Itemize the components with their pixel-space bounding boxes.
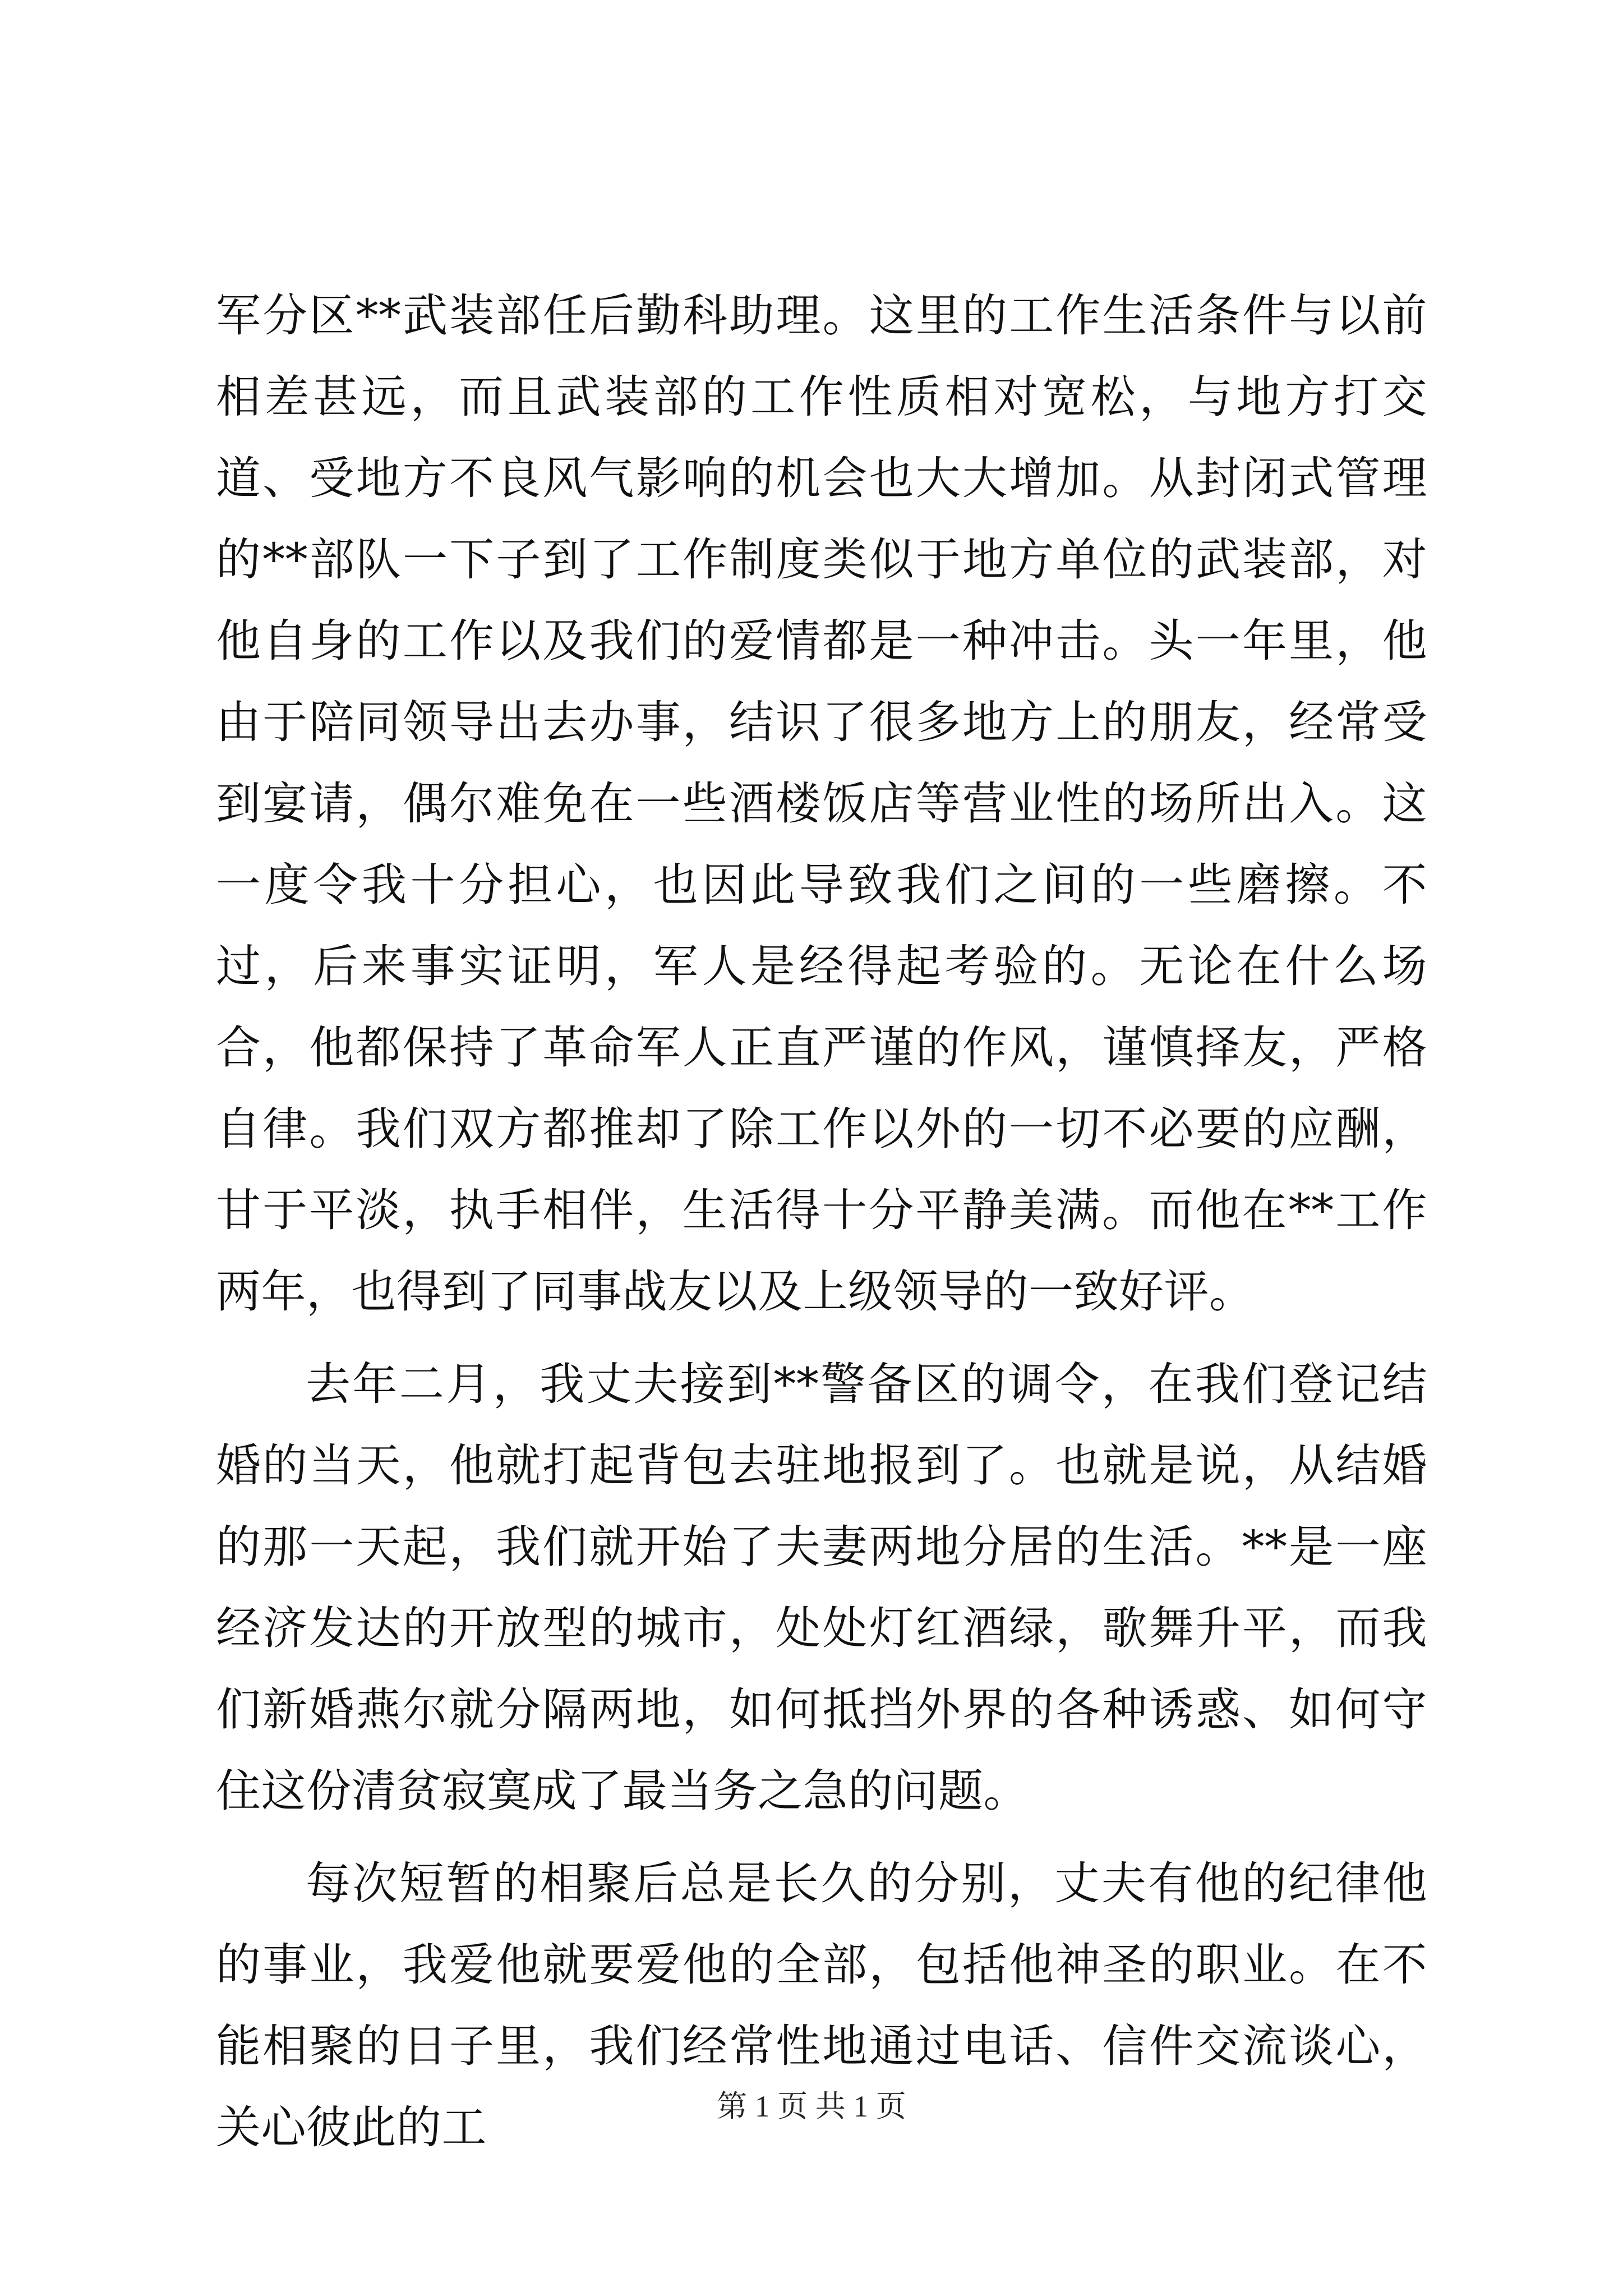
paragraph-2: 去年二月，我丈夫接到**警备区的调令，在我们登记结婚的当天，他就打起背包去驻地报到了。也就是说，从结婚的那一天起，我们就开始了夫妻两地分居的生活。**是一座经济发达的开放型的城市，处处灯红酒绿，歌舞升平，而我们新婚燕尔就分隔两地，如何抵挡外界的各种诱惑、如何守住这份清贫寂寞成了最当务之急的问题。 xyxy=(216,1358,1427,1817)
page-number-footer: 第 1 页 共 1 页 xyxy=(717,2090,906,2123)
paragraph-3: 每次短暂的相聚后总是长久的分别，丈夫有他的纪律他的事业，我爱他就要爱他的全部，包括他神圣的职业。在不能相聚的日子里，我们经常性地通过电话、信件交流谈心，关心彼此的工 xyxy=(216,1857,1427,2154)
paragraph-1: 军分区**武装部任后勤科助理。这里的工作生活条件与以前相差甚远，而且武装部的工作性质相对宽松，与地方打交道、受地方不良风气影响的机会也大大增加。从封闭式管理的**部队一下子到了工作制度类似于地方单位的武装部，对他自身的工作以及我们的爱情都是一种冲击。头一年里，他由于陪同领导出去办事，结识了很多地方上的朋友，经常受到宴请，偶尔难免在一些酒楼饭店等营业性的场所出入。这一度令我十分担心，也因此导致我们之间的一些磨擦。不过，后来事实证明，军人是经得起考验的。无论在什么场合，他都保持了革命军人正直严谨的作风，谨慎择友，严格自律。我们双方都推却了除工作以外的一切不必要的应酬，甘于平淡，执手相伴，生活得十分平静美满。而他在**工作两年，也得到了同事战友以及上级领导的一致好评。 xyxy=(216,289,1427,1318)
document-body xyxy=(216,275,1427,2168)
